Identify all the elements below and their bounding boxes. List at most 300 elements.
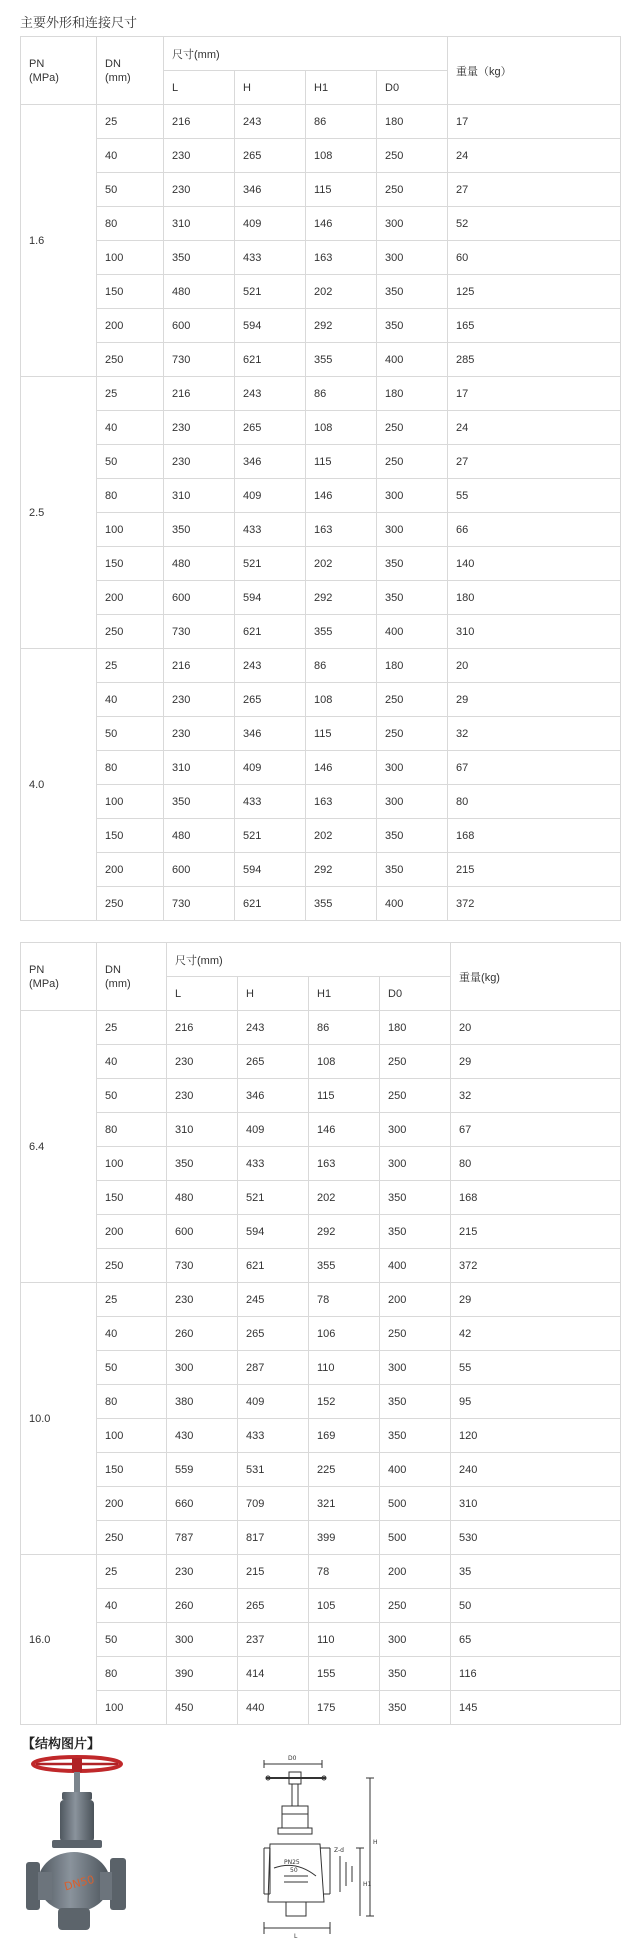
weight-value: 55 — [451, 1351, 621, 1385]
weight-value: 372 — [451, 1249, 621, 1283]
l-value: 310 — [167, 1113, 238, 1147]
table-row — [21, 1487, 621, 1521]
l-value: 350 — [164, 785, 235, 819]
d0-value: 300 — [380, 1113, 451, 1147]
dn-value: 150 — [97, 819, 164, 853]
dn-value: 250 — [97, 887, 164, 921]
pn-label: PN — [29, 963, 45, 976]
table-row — [21, 343, 621, 377]
h-value: 265 — [235, 411, 306, 445]
drawing-label-h: H — [373, 1839, 378, 1846]
h1-value: 321 — [309, 1487, 380, 1521]
h-value: 414 — [238, 1657, 309, 1691]
l-value: 600 — [164, 309, 235, 343]
dn-value: 40 — [97, 1045, 167, 1079]
l-value: 216 — [167, 1011, 238, 1045]
dn-value: 250 — [97, 1521, 167, 1555]
h1-value: 108 — [306, 411, 377, 445]
dn-value: 25 — [97, 649, 164, 683]
d0-value: 400 — [377, 887, 448, 921]
table-row — [21, 1011, 621, 1045]
h-value: 243 — [238, 1011, 309, 1045]
dn-unit: (mm) — [105, 977, 131, 990]
h1-value: 115 — [306, 445, 377, 479]
dn-value: 150 — [97, 1453, 167, 1487]
weight-value: 120 — [451, 1419, 621, 1453]
h1-value: 106 — [309, 1317, 380, 1351]
l-value: 230 — [167, 1079, 238, 1113]
table-row — [21, 615, 621, 649]
dn-value: 100 — [97, 1419, 167, 1453]
h1-value: 202 — [306, 547, 377, 581]
h-value: 265 — [238, 1045, 309, 1079]
h1-value: 163 — [306, 513, 377, 547]
d0-value: 250 — [377, 139, 448, 173]
pn-unit: (MPa) — [29, 71, 59, 84]
d0-value: 350 — [377, 819, 448, 853]
l-value: 450 — [167, 1691, 238, 1725]
table-row — [21, 1215, 621, 1249]
table-row — [21, 1045, 621, 1079]
table-row — [21, 1521, 621, 1555]
weight-value: 42 — [451, 1317, 621, 1351]
h1-value: 292 — [309, 1215, 380, 1249]
col-h-header: H — [235, 71, 306, 105]
pn-value: 4.0 — [21, 649, 97, 921]
h-value: 409 — [235, 751, 306, 785]
h1-value: 146 — [306, 207, 377, 241]
dn-value: 200 — [97, 1487, 167, 1521]
section-title: 主要外形和连接尺寸 — [20, 15, 138, 30]
table-row — [21, 105, 621, 139]
d0-value: 400 — [380, 1249, 451, 1283]
dn-value: 200 — [97, 1215, 167, 1249]
d0-value: 400 — [377, 343, 448, 377]
pn-value: 6.4 — [21, 1011, 97, 1283]
h-value: 621 — [238, 1249, 309, 1283]
h-value: 433 — [238, 1147, 309, 1181]
h-value: 521 — [235, 547, 306, 581]
table-row — [21, 1691, 621, 1725]
dn-value: 200 — [97, 309, 164, 343]
h-value: 521 — [238, 1181, 309, 1215]
h-value: 346 — [238, 1079, 309, 1113]
h-value: 243 — [235, 649, 306, 683]
dn-value: 25 — [97, 1555, 167, 1589]
table-row — [21, 1657, 621, 1691]
weight-value: 372 — [448, 887, 621, 921]
h1-value: 86 — [306, 377, 377, 411]
dn-value: 25 — [97, 1283, 167, 1317]
h1-value: 86 — [306, 105, 377, 139]
dn-value: 80 — [97, 1657, 167, 1691]
d0-value: 300 — [377, 479, 448, 513]
dn-value: 40 — [97, 139, 164, 173]
table-row — [21, 513, 621, 547]
h1-value: 292 — [306, 853, 377, 887]
dn-value: 100 — [97, 513, 164, 547]
weight-value: 29 — [451, 1045, 621, 1079]
weight-value: 27 — [448, 173, 621, 207]
h1-value: 115 — [309, 1079, 380, 1113]
weight-value: 125 — [448, 275, 621, 309]
h1-value: 225 — [309, 1453, 380, 1487]
weight-value: 52 — [448, 207, 621, 241]
l-value: 230 — [164, 139, 235, 173]
dimension-table-1 — [20, 36, 621, 921]
h-value: 409 — [238, 1113, 309, 1147]
table-row — [21, 411, 621, 445]
structure-title: 【结构图片】 — [22, 1736, 101, 1751]
dn-value: 25 — [97, 105, 164, 139]
l-value: 230 — [164, 683, 235, 717]
d0-value: 300 — [377, 241, 448, 275]
drawing-body-text: PN25 — [284, 1859, 300, 1866]
weight-value: 65 — [451, 1623, 621, 1657]
table-row — [21, 309, 621, 343]
l-value: 730 — [164, 343, 235, 377]
weight-value: 35 — [451, 1555, 621, 1589]
table-row — [21, 445, 621, 479]
drawing-label-d0: D0 — [288, 1755, 297, 1762]
h1-value: 105 — [309, 1589, 380, 1623]
d0-value: 300 — [377, 751, 448, 785]
d0-value: 250 — [377, 445, 448, 479]
weight-value: 116 — [451, 1657, 621, 1691]
l-value: 350 — [164, 241, 235, 275]
d0-value: 400 — [380, 1453, 451, 1487]
weight-value: 67 — [448, 751, 621, 785]
l-value: 230 — [164, 411, 235, 445]
table-row — [21, 819, 621, 853]
dn-value: 50 — [97, 1623, 167, 1657]
l-value: 300 — [167, 1623, 238, 1657]
dn-value: 200 — [97, 581, 164, 615]
d0-value: 180 — [377, 377, 448, 411]
dn-value: 80 — [97, 1113, 167, 1147]
h-value: 265 — [238, 1317, 309, 1351]
h-value: 433 — [238, 1419, 309, 1453]
weight-value: 55 — [448, 479, 621, 513]
dn-value: 80 — [97, 1385, 167, 1419]
l-value: 230 — [164, 173, 235, 207]
h1-value: 355 — [309, 1249, 380, 1283]
col-h-header: H — [238, 977, 309, 1011]
table-row — [21, 1283, 621, 1317]
h-value: 409 — [238, 1385, 309, 1419]
body-marking: DN50 — [62, 1872, 96, 1894]
h-value: 709 — [238, 1487, 309, 1521]
h-value: 594 — [235, 581, 306, 615]
weight-value: 80 — [448, 785, 621, 819]
dn-value: 250 — [97, 1249, 167, 1283]
l-value: 230 — [167, 1283, 238, 1317]
table-row — [21, 547, 621, 581]
weight-value: 20 — [448, 649, 621, 683]
l-value: 300 — [167, 1351, 238, 1385]
h1-value: 155 — [309, 1657, 380, 1691]
weight-value: 168 — [451, 1181, 621, 1215]
weight-header: 重量(kg) — [451, 943, 621, 1011]
d0-value: 500 — [380, 1487, 451, 1521]
h1-value: 202 — [309, 1181, 380, 1215]
weight-value: 165 — [448, 309, 621, 343]
weight-value: 24 — [448, 139, 621, 173]
l-value: 480 — [164, 275, 235, 309]
dn-value: 150 — [97, 1181, 167, 1215]
pn-header — [21, 943, 97, 1011]
d0-value: 350 — [377, 581, 448, 615]
h-value: 346 — [235, 445, 306, 479]
h-value: 265 — [235, 139, 306, 173]
l-value: 480 — [164, 819, 235, 853]
h-value: 215 — [238, 1555, 309, 1589]
h1-value: 202 — [306, 275, 377, 309]
pn-value: 10.0 — [21, 1283, 97, 1555]
h-value: 243 — [235, 105, 306, 139]
table-row — [21, 717, 621, 751]
col-d0-header: D0 — [377, 71, 448, 105]
dn-value: 50 — [97, 1079, 167, 1113]
h1-value: 163 — [306, 785, 377, 819]
l-value: 600 — [164, 853, 235, 887]
table-row — [21, 751, 621, 785]
h1-value: 163 — [306, 241, 377, 275]
h1-value: 292 — [306, 309, 377, 343]
dn-value: 40 — [97, 1317, 167, 1351]
h1-value: 108 — [309, 1045, 380, 1079]
d0-value: 350 — [380, 1657, 451, 1691]
pn-label: PN — [29, 57, 45, 70]
table-row — [21, 139, 621, 173]
d0-value: 200 — [380, 1555, 451, 1589]
table-row — [21, 887, 621, 921]
d0-value: 350 — [377, 275, 448, 309]
pn-value: 16.0 — [21, 1555, 97, 1725]
dn-value: 100 — [97, 1691, 167, 1725]
weight-value: 80 — [451, 1147, 621, 1181]
table-row — [21, 173, 621, 207]
weight-value: 180 — [448, 581, 621, 615]
h-value: 433 — [235, 785, 306, 819]
table-row — [21, 1351, 621, 1385]
h1-value: 86 — [306, 649, 377, 683]
table-row — [21, 1317, 621, 1351]
h1-value: 355 — [306, 343, 377, 377]
h1-value: 355 — [306, 615, 377, 649]
h1-value: 86 — [309, 1011, 380, 1045]
l-value: 660 — [167, 1487, 238, 1521]
l-value: 230 — [164, 717, 235, 751]
h-value: 346 — [235, 717, 306, 751]
h-value: 531 — [238, 1453, 309, 1487]
drawing-label-zd: Z-d — [334, 1847, 344, 1854]
dn-value: 80 — [97, 207, 164, 241]
table-row — [21, 207, 621, 241]
weight-value: 66 — [448, 513, 621, 547]
weight-value: 29 — [448, 683, 621, 717]
h1-value: 292 — [306, 581, 377, 615]
d0-value: 300 — [380, 1147, 451, 1181]
d0-value: 250 — [380, 1045, 451, 1079]
weight-value: 17 — [448, 377, 621, 411]
d0-value: 200 — [380, 1283, 451, 1317]
d0-value: 350 — [380, 1419, 451, 1453]
d0-value: 350 — [380, 1385, 451, 1419]
weight-value: 530 — [451, 1521, 621, 1555]
l-value: 310 — [164, 479, 235, 513]
weight-value: 32 — [448, 717, 621, 751]
h1-value: 146 — [306, 751, 377, 785]
d0-value: 180 — [377, 105, 448, 139]
table-row — [21, 581, 621, 615]
table-row — [21, 1589, 621, 1623]
h1-value: 355 — [306, 887, 377, 921]
d0-value: 300 — [377, 785, 448, 819]
h-value: 521 — [235, 275, 306, 309]
dn-value: 50 — [97, 1351, 167, 1385]
valve-photo-icon — [22, 1750, 132, 1940]
weight-value: 67 — [451, 1113, 621, 1147]
h1-value: 399 — [309, 1521, 380, 1555]
pn-value: 1.6 — [21, 105, 97, 377]
dn-value: 25 — [97, 1011, 167, 1045]
h1-value: 115 — [306, 717, 377, 751]
h-value: 265 — [238, 1589, 309, 1623]
h-value: 594 — [235, 309, 306, 343]
l-value: 559 — [167, 1453, 238, 1487]
d0-value: 350 — [380, 1691, 451, 1725]
weight-header: 重量（kg） — [448, 37, 621, 105]
dn-value: 100 — [97, 1147, 167, 1181]
h-value: 433 — [235, 241, 306, 275]
l-value: 216 — [164, 649, 235, 683]
weight-value: 310 — [448, 615, 621, 649]
l-value: 600 — [167, 1215, 238, 1249]
dn-value: 250 — [97, 615, 164, 649]
h-value: 245 — [238, 1283, 309, 1317]
dn-value: 50 — [97, 445, 164, 479]
l-value: 216 — [164, 377, 235, 411]
d0-value: 400 — [377, 615, 448, 649]
dims-header: 尺寸(mm) — [164, 37, 448, 71]
d0-value: 250 — [380, 1589, 451, 1623]
d0-value: 350 — [380, 1181, 451, 1215]
h-value: 521 — [235, 819, 306, 853]
d0-value: 350 — [377, 547, 448, 581]
dimension-table-2 — [20, 942, 621, 1725]
weight-value: 29 — [451, 1283, 621, 1317]
d0-value: 250 — [377, 717, 448, 751]
dn-value: 150 — [97, 547, 164, 581]
col-l-header: L — [164, 71, 235, 105]
weight-value: 240 — [451, 1453, 621, 1487]
table-row — [21, 1623, 621, 1657]
drawing-label-h1: H1 — [363, 1881, 372, 1888]
d0-value: 350 — [380, 1215, 451, 1249]
h-value: 243 — [235, 377, 306, 411]
valve-drawing-icon — [260, 1752, 430, 1940]
table-row — [21, 1181, 621, 1215]
l-value: 216 — [164, 105, 235, 139]
h1-value: 78 — [309, 1555, 380, 1589]
l-value: 310 — [164, 751, 235, 785]
l-value: 730 — [164, 887, 235, 921]
dn-value: 100 — [97, 241, 164, 275]
dn-label: DN — [105, 963, 121, 976]
table-row — [21, 241, 621, 275]
weight-value: 50 — [451, 1589, 621, 1623]
d0-value: 250 — [377, 683, 448, 717]
h1-value: 146 — [309, 1113, 380, 1147]
table-row — [21, 1147, 621, 1181]
d0-value: 500 — [380, 1521, 451, 1555]
weight-value: 140 — [448, 547, 621, 581]
h-value: 621 — [235, 887, 306, 921]
h-value: 287 — [238, 1351, 309, 1385]
l-value: 430 — [167, 1419, 238, 1453]
dn-value: 25 — [97, 377, 164, 411]
l-value: 260 — [167, 1589, 238, 1623]
d0-value: 300 — [380, 1623, 451, 1657]
table-row — [21, 1113, 621, 1147]
h-value: 621 — [235, 343, 306, 377]
h1-value: 202 — [306, 819, 377, 853]
drawing-dn-text: 50 — [290, 1867, 298, 1874]
h-value: 594 — [238, 1215, 309, 1249]
weight-value: 32 — [451, 1079, 621, 1113]
h-value: 440 — [238, 1691, 309, 1725]
h-value: 346 — [235, 173, 306, 207]
col-d0-header: D0 — [380, 977, 451, 1011]
dn-unit: (mm) — [105, 71, 131, 84]
h-value: 237 — [238, 1623, 309, 1657]
h-value: 409 — [235, 479, 306, 513]
table-row — [21, 479, 621, 513]
l-value: 730 — [167, 1249, 238, 1283]
d0-value: 180 — [377, 649, 448, 683]
d0-value: 250 — [380, 1317, 451, 1351]
d0-value: 180 — [380, 1011, 451, 1045]
h-value: 433 — [235, 513, 306, 547]
dn-value: 250 — [97, 343, 164, 377]
weight-value: 60 — [448, 241, 621, 275]
table-row — [21, 785, 621, 819]
l-value: 260 — [167, 1317, 238, 1351]
table-row — [21, 683, 621, 717]
h1-value: 163 — [309, 1147, 380, 1181]
d0-value: 250 — [377, 411, 448, 445]
l-value: 350 — [167, 1147, 238, 1181]
col-h1-header: H1 — [309, 977, 380, 1011]
l-value: 230 — [167, 1555, 238, 1589]
dn-value: 40 — [97, 1589, 167, 1623]
weight-value: 310 — [451, 1487, 621, 1521]
weight-value: 145 — [451, 1691, 621, 1725]
h-value: 817 — [238, 1521, 309, 1555]
l-value: 230 — [164, 445, 235, 479]
table-row — [21, 377, 621, 411]
weight-value: 95 — [451, 1385, 621, 1419]
table-row — [21, 853, 621, 887]
d0-value: 350 — [377, 853, 448, 887]
l-value: 310 — [164, 207, 235, 241]
weight-value: 17 — [448, 105, 621, 139]
l-value: 230 — [167, 1045, 238, 1079]
d0-value: 350 — [377, 309, 448, 343]
weight-value: 20 — [451, 1011, 621, 1045]
table-row — [21, 649, 621, 683]
